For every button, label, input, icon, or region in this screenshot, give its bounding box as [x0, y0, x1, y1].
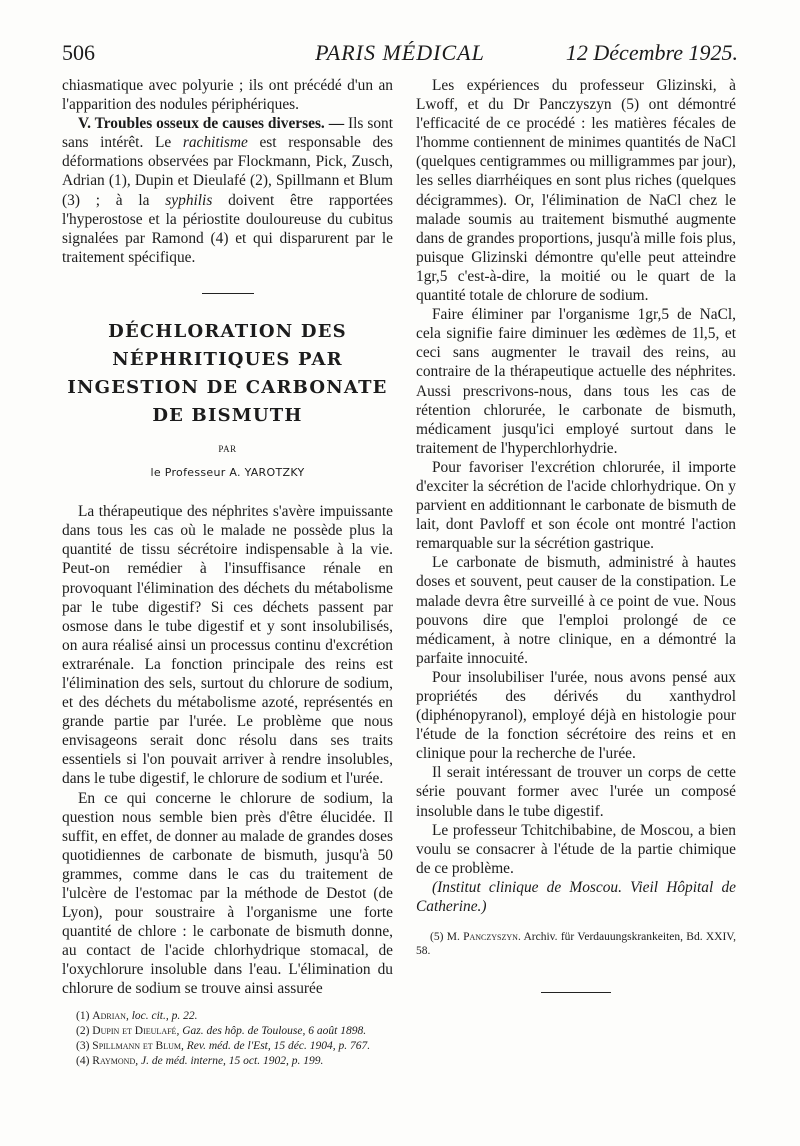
body-paragraph: La thérapeutique des néphrites s'avère impuissante dans tous les cas où le malade ne possède plus la quantité de tissu sécrétoire indispensable à la vie. Peut-on remédier à l'insuffisance rénale en provoquant l'élimination des déchets du métabolisme par le tube digestif? Si ces déchets passent par osmose dans le tube digestif et y sont insolubilisés, on aura réalisé ainsi un processus continu d'excrétion extrarénale. La fonction principale des reins est l'élimination des sels, surtout du chlorure de sodium, et des déchets du métabolisme azoté, représentés en grande partie par l'urée. Le problème que nous envisageons serait donc résolu dans ses traits essentiels si l'on pouvait arriver à rendre insolubles, dans le tube digestif, le chlorure de sodium et l'urée. — [62, 503, 393, 788]
footnote-number: (3) — [76, 1039, 90, 1052]
article-title — [62, 318, 393, 430]
footnote-ref: , J. de méd. interne, 15 oct. 1902, p. 199. — [135, 1054, 324, 1067]
page-number: 506 — [62, 40, 95, 65]
journal-title: PARIS MÉDICAL — [315, 40, 485, 65]
footnote — [62, 1039, 393, 1053]
footnote-author: Adrian — [92, 1009, 126, 1022]
body-paragraph: Les expériences du professeur Glizinski, à Lwoff, et du Dr Panczyszyn (5) ont démontré l'efficacité de ce procédé : les matières fécales de l'homme contiennent de minimes quantités de NaCl (quelques centigrammes ou milligrammes par jour), les selles diarrhéiques en sont plus riches (quelques décigrammes). Or, l'élimination de NaCl chez le malade soumis au traitement bismuthé augmente dans de grandes proportions, jusqu'à mille fois plus, puisque Glizinski démontre qu'elle peut atteindre 1gr,5 c'est-à-dire, la moitié ou le quart de la quantité totale de chlorure de sodium. — [416, 77, 736, 305]
footnote — [62, 1009, 393, 1023]
body-paragraph: Le carbonate de bismuth, administré à hautes doses et souvent, peut causer de la constipation. Le malade devra être surveillé à ce point de vue. Nous pouvons dire que l'emploi prolongé de ce médicament, à notre clinique, en a démontré la parfaite innocuité. — [416, 554, 736, 667]
body-paragraph: Le professeur Tchitchibabine, de Moscou, a bien voulu se consacrer à l'étude de la partie chimique de ce problème. — [416, 821, 736, 877]
footnote-number: (5) — [430, 931, 444, 944]
section-text: Ils sont sans intérêt. Le — [62, 115, 393, 152]
section-text: doivent être rapportées l'hyperostose et la périostite douloureuse du cubitus signalées par Ramond (4) et qui disparurent par le traitement spécifique. — [62, 191, 393, 266]
footnote-ref: , Gaz. des hôp. de Toulouse, 6 août 1898. — [176, 1024, 367, 1037]
footnote-ref: , Rev. méd. de l'Est, 15 déc. 1904, p. 767. — [181, 1039, 371, 1052]
body-paragraph: En ce qui concerne le chlorure de sodium, la question nous semble bien près d'être élucidée. Il suffit, en effet, de donner au malade de grandes doses quotidiennes de carbonate de bismuth, jusqu'à 50 grammes, comme dans le cas du traitement de l'ulcère de l'estomac par la méthode de Destot (de Lyon), pour soustraire à l'organisme une forte quantité de chlore : le carbonate de bismuth donne, au contact de l'acide chlorhydrique stomacal, de l'oxychlorure insoluble dans l'eau. L'élimination du chlorure de sodium se trouve ainsi assurée — [62, 789, 393, 998]
footnote-ref: , loc. cit., p. 22. — [125, 1009, 198, 1022]
left-column — [62, 76, 393, 1069]
section-heading: V. Troubles osseux de causes diverses. — — [78, 115, 345, 133]
title-line: DÉCHLORATION DES — [108, 320, 347, 342]
title-line: NÉPHRITIQUES PAR — [112, 348, 343, 370]
footnote-number: (1) — [76, 1009, 90, 1022]
section-divider — [202, 293, 254, 294]
footnote-number: (4) — [76, 1054, 90, 1067]
title-line: DE BISMUTH — [152, 404, 303, 426]
institution-signature: (Institut clinique de Moscou. Vieil Hôpital de Catherine.) — [416, 878, 736, 916]
body-paragraph: Faire éliminer par l'organisme 1gr,5 de NaCl, cela signifie faire diminuer les œdèmes de 1l,5, et ceci sans augmenter le travail des reins, au contraire de la thérapeutique actuelle des néphrites. Aussi prescrivons-nous, dans tous les cas de rétention chlorurée, le carbonate de bismuth, médicament jusqu'ici employé surtout dans le traitement de l'hyperchlorhydrie. — [416, 306, 736, 457]
footnote — [62, 1024, 393, 1038]
issue-date: 12 Décembre 1925. — [565, 40, 738, 65]
footnote-author: Raymond — [92, 1054, 136, 1067]
author-byline: le Professeur A. YAROTZKY — [150, 466, 305, 480]
section-text: est responsable des déformations observées par Flockmann, Pick, Zusch, Adrian (1), Dupin et Dieulafé (2), Spillmann et Blum (3) ; à la — [62, 134, 393, 209]
footnote-author: Spillmann et Blum — [92, 1039, 181, 1052]
par-label: PAR — [218, 443, 237, 454]
footnote-ref: . Archiv. für Verdauungskrankeiten, Bd. XXIV, 58. — [416, 931, 737, 958]
footnotes-right — [416, 930, 736, 958]
rachitisme-term: rachitisme — [182, 134, 248, 152]
footnote-number: (2) — [76, 1024, 90, 1037]
body-paragraph: Pour favoriser l'excrétion chlorurée, il importe d'exciter la sécrétion de l'acide chlorhydrique. On y parvient en additionnant le carbonate de bismuth de lait, dont Pavloff et son école ont montré l'action remarquable sur la sécrétion gastrique. — [416, 458, 736, 553]
footnotes-left — [62, 1009, 393, 1068]
body-paragraph: Il serait intéressant de trouver un corps de cette série pouvant former avec l'urée un composé insoluble dans le tube digestif. — [416, 764, 736, 820]
body-paragraph: Pour insolubiliser l'urée, nous avons pensé aux propriétés des dérivés du xanthydrol (diphénopyranol), employé déjà en histologie pour l'étude de la fonction sécrétoire des reins et en clinique pour la recherche de l'urée. — [416, 668, 736, 763]
section-v-paragraph — [62, 114, 393, 267]
right-column — [416, 76, 736, 993]
title-line: INGESTION DE CARBONATE — [67, 376, 388, 398]
page-header — [62, 40, 738, 68]
syphilis-term: syphilis — [165, 191, 213, 209]
footnote — [416, 930, 736, 958]
intro-paragraph: chiasmatique avec polyurie ; ils ont précédé d'un an l'apparition des nodules périphériques. — [62, 77, 393, 114]
footnote — [62, 1054, 393, 1068]
footnote-author: Dupin et Dieulafé — [92, 1024, 177, 1037]
footnote-author: M. Panczyszyn — [446, 931, 518, 944]
end-divider — [541, 992, 611, 993]
